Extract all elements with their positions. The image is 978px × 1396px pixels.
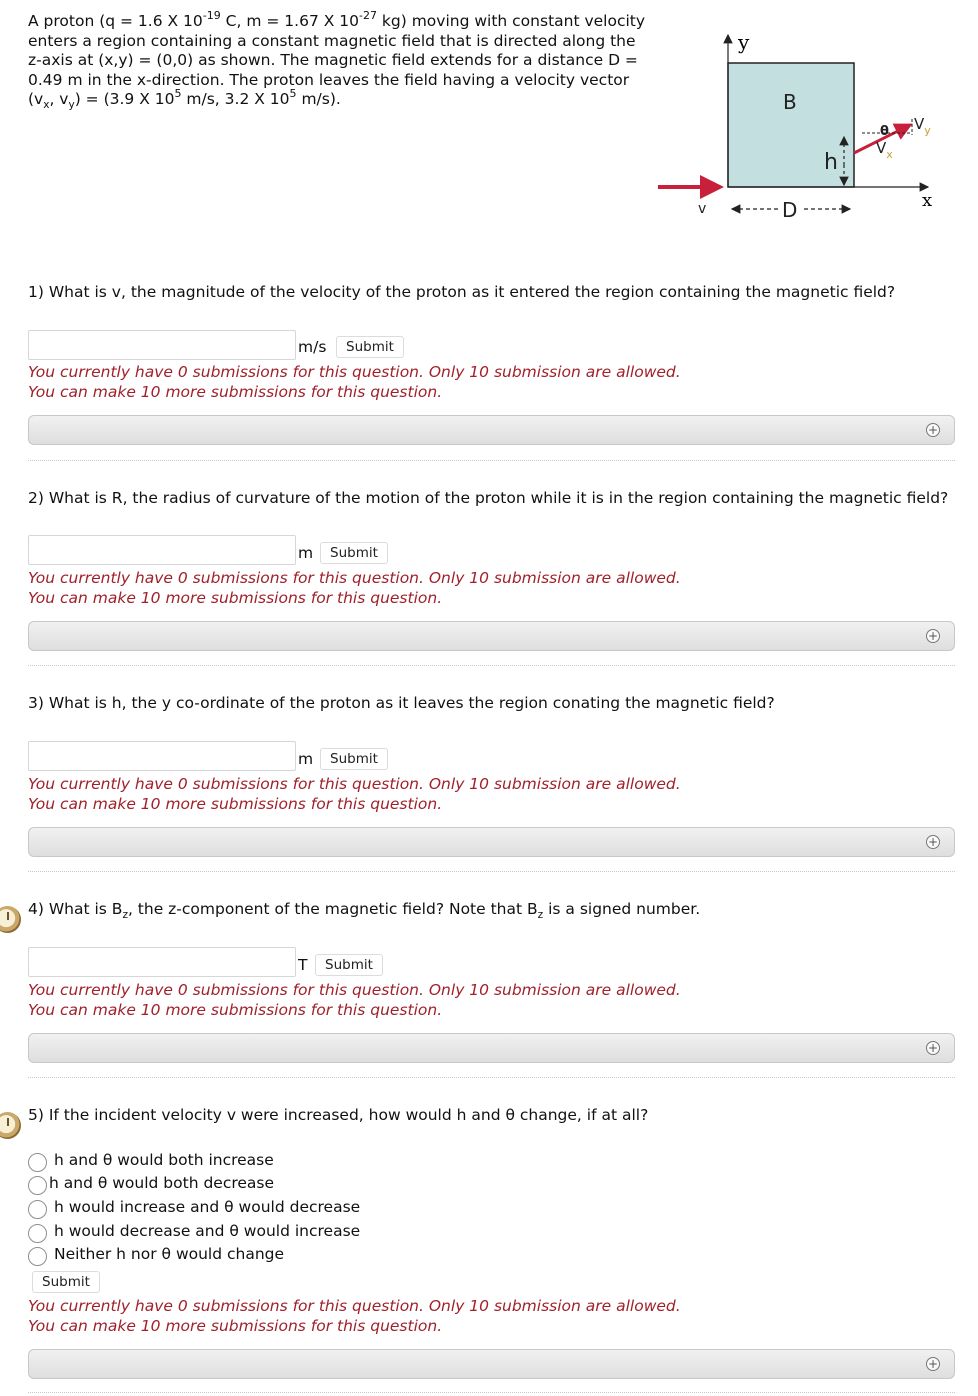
radio-button[interactable] <box>28 1224 47 1243</box>
divider <box>28 871 955 872</box>
plus-icon[interactable]: + <box>927 629 939 643</box>
choice-label: h and θ would both increase <box>54 1151 274 1169</box>
timer-clock-icon <box>0 906 21 933</box>
v-label: v <box>698 201 707 217</box>
d-label: D <box>782 198 798 222</box>
divider <box>28 1392 955 1393</box>
question-5-text: 5) If the incident velocity v were increased, how would h and θ change, if at all? <box>28 1106 649 1124</box>
radio-button[interactable] <box>28 1176 47 1195</box>
vy-label: $V_y$ <box>914 115 931 137</box>
answer-input-q3[interactable] <box>28 741 296 771</box>
choice-label: h would increase and θ would decrease <box>54 1198 361 1216</box>
submit-button-q2[interactable]: Submit <box>320 542 388 564</box>
plus-icon[interactable]: + <box>927 423 939 437</box>
unit-q4: T <box>298 956 308 974</box>
question-2-text: 2) What is R, the radius of curvature of the motion of the proton while it is in the region containing the magnetic field? <box>28 489 949 507</box>
field-label-b: B <box>783 90 797 114</box>
theta-label: θ <box>880 124 889 139</box>
magnetic-field-diagram <box>650 25 950 225</box>
submit-button-q4[interactable]: Submit <box>315 954 383 976</box>
answer-input-q2[interactable] <box>28 535 296 565</box>
radio-button[interactable] <box>28 1200 47 1219</box>
radio-button[interactable] <box>28 1247 47 1266</box>
unit-q1: m/s <box>298 338 327 356</box>
choice-label: h would decrease and θ would increase <box>54 1222 361 1240</box>
hint-bar-q2[interactable] <box>28 621 955 651</box>
hint-bar-q3[interactable] <box>28 827 955 857</box>
vx-label: $V_x$ <box>876 139 893 161</box>
question-1-text: 1) What is v, the magnitude of the velocity of the proton as it entered the region containing the magnetic field? <box>28 283 896 301</box>
plus-icon[interactable]: + <box>927 835 939 849</box>
divider <box>28 1077 955 1078</box>
answer-input-q4[interactable] <box>28 947 296 977</box>
plus-icon[interactable]: + <box>927 1041 939 1055</box>
choice-label: Neither h nor θ would change <box>54 1245 285 1263</box>
hint-bar-q1[interactable] <box>28 415 955 445</box>
question-3-text: 3) What is h, the y co-ordinate of the proton as it leaves the region conating the magnetic field? <box>28 694 775 712</box>
submission-notice-q1: You currently have 0 submissions for this question. Only 10 submission are allowed. You can make 10 more submissions for this question. <box>28 363 681 401</box>
divider <box>28 665 955 666</box>
divider <box>28 460 955 461</box>
answer-input-q1[interactable] <box>28 330 296 360</box>
timer-clock-icon <box>0 1112 21 1139</box>
unit-q2: m <box>298 544 314 562</box>
y-axis-label: y <box>738 30 750 54</box>
submit-button-q5[interactable]: Submit <box>32 1271 100 1293</box>
hint-bar-q4[interactable] <box>28 1033 955 1063</box>
problem-statement: A proton (q = 1.6 X $10^{-19}$ C, m = 1.67 X $10^{-27}$ kg) moving with constant velocity enters a region containing a constant magnetic field that is directed along the z-axis at (x,y) = (0,0) as shown. The magnetic field extends for a distance D = 0.49 m in the x-direction. The proton leaves the field having a velocity vector ($v_x$, $v_y) = (3.9$ X $10^5$ m/s, 3.2 X $10^5$ m/s). <box>28 8 646 112</box>
hint-bar-q5[interactable] <box>28 1349 955 1379</box>
radio-button[interactable] <box>28 1153 47 1172</box>
submission-notice-q5: You currently have 0 submissions for this question. Only 10 submission are allowed. You can make 10 more submissions for this question. <box>28 1297 681 1335</box>
submission-notice-q2: You currently have 0 submissions for this question. Only 10 submission are allowed. You can make 10 more submissions for this question. <box>28 569 681 607</box>
submission-notice-q3: You currently have 0 submissions for this question. Only 10 submission are allowed. You can make 10 more submissions for this question. <box>28 775 681 813</box>
choice-label: h and θ would both decrease <box>49 1174 275 1192</box>
submit-button-q3[interactable]: Submit <box>320 748 388 770</box>
submission-notice-q4: You currently have 0 submissions for this question. Only 10 submission are allowed. You can make 10 more submissions for this question. <box>28 981 681 1019</box>
h-label: h <box>824 150 838 175</box>
plus-icon[interactable]: + <box>927 1357 939 1371</box>
question-4-text: 4) What is $B_z$, the z-component of the magnetic field? Note that $B_z$ is a signed number. <box>28 900 701 922</box>
unit-q3: m <box>298 750 314 768</box>
submit-button-q1[interactable]: Submit <box>336 336 404 358</box>
x-axis-label: x <box>922 190 933 211</box>
